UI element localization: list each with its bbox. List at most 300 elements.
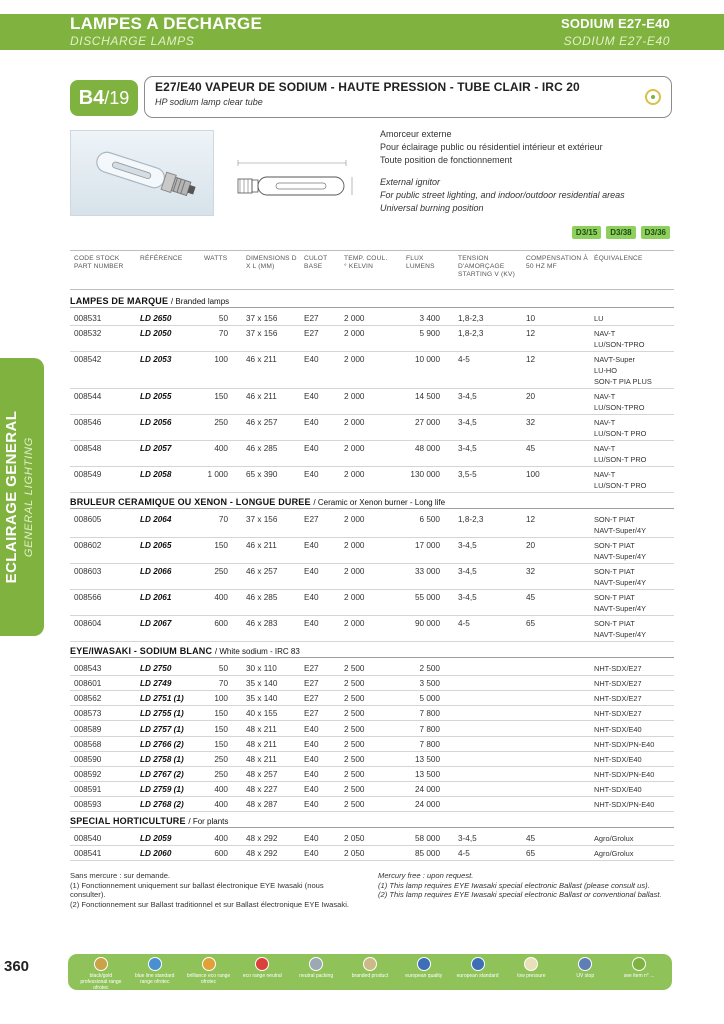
cell-lum: 3 500 <box>419 679 440 689</box>
group-title: SPECIAL HORTICULTURE <box>70 816 189 827</box>
cell-equivalence: NAV-T LU/SON-TPRO <box>594 329 645 350</box>
legend-bar <box>68 954 672 990</box>
section-title: E27/E40 VAPEUR DE SODIUM - HAUTE PRESSION - TUBE CLAIR - IRC 20 <box>155 80 580 94</box>
group-header <box>70 644 674 658</box>
cell-ref: LD 2061 <box>140 593 172 603</box>
cell-temp: 2 000 <box>344 418 365 428</box>
cell-watts: 600 <box>214 849 228 859</box>
cell-ref: LD 2066 <box>140 567 172 577</box>
brilliance-eco-range-icon <box>202 957 216 971</box>
cell-temp: 2 500 <box>344 769 365 779</box>
table-row[interactable] <box>70 767 674 782</box>
cell-temp: 2 050 <box>344 834 365 844</box>
cell-base: E40 <box>304 849 319 859</box>
group-subtitle: / Ceramic or Xenon burner - Long life <box>313 498 446 508</box>
table-row[interactable] <box>70 752 674 767</box>
footnote: Sans mercure : sur demande. <box>70 871 171 880</box>
footnote: (1) Fonctionnement uniquement sur ballast électronique EYE Iwasaki (nous consulter). <box>70 880 324 899</box>
cell-dim: 65 x 390 <box>246 470 278 480</box>
cell-lum: 27 000 <box>414 418 440 428</box>
footnote: Mercury free : upon request. <box>378 871 474 880</box>
column-header-base: CULOT BASE <box>304 255 328 270</box>
cell-ten: 1,8-2,3 <box>458 515 484 525</box>
cell-temp: 2 500 <box>344 679 365 689</box>
cell-comp: 10 <box>526 314 536 323</box>
cell-dim: 37 x 156 <box>246 329 278 339</box>
table-row[interactable] <box>70 706 674 721</box>
cell-dim: 48 x 257 <box>246 769 278 779</box>
table-row[interactable] <box>70 676 674 691</box>
cell-equivalence: NAV-T LU/SON-T PRO <box>594 470 647 491</box>
cell-watts: 1 000 <box>207 470 228 480</box>
cell-temp: 2 000 <box>344 329 365 339</box>
cell-ref: LD 2059 <box>140 834 172 844</box>
cell-dim: 48 x 211 <box>246 754 277 764</box>
cell-watts: 400 <box>214 800 228 809</box>
cell-watts: 250 <box>214 754 228 764</box>
cell-ten: 3-4,5 <box>458 834 477 844</box>
cell-equivalence: NHT-SDX/PN-E40 <box>594 800 655 809</box>
table-row[interactable] <box>70 326 674 352</box>
cell-dim: 48 x 211 <box>246 724 277 734</box>
cell-temp: 2 500 <box>344 739 365 749</box>
cell-base: E40 <box>304 769 319 779</box>
cell-lum: 48 000 <box>414 444 440 454</box>
legend-item <box>561 957 609 979</box>
cell-watts: 150 <box>214 724 228 734</box>
cell-ten: 3-4,5 <box>458 593 477 603</box>
cell-lum: 5 900 <box>419 329 440 339</box>
cell-ten: 3-4,5 <box>458 541 477 551</box>
cell-lum: 13 500 <box>414 754 440 764</box>
cell-lum: 24 000 <box>414 800 440 809</box>
cell-code: 008604 <box>74 619 102 629</box>
table-row[interactable] <box>70 722 674 737</box>
neutral-packing-icon <box>309 957 323 971</box>
footnote: (2) Fonctionnement sur Ballast traditionnel et sur Ballast électronique EYE Iwasaki. <box>70 899 349 909</box>
section-header <box>144 76 672 118</box>
cell-equivalence: NHT-SDX/E27 <box>594 709 642 719</box>
table-row[interactable] <box>70 467 674 493</box>
low-pressure-icon <box>524 957 538 971</box>
cell-watts: 250 <box>214 567 228 577</box>
legend-label: eco range neutral <box>242 973 282 979</box>
cell-watts: 150 <box>214 709 228 719</box>
cell-ref: LD 2056 <box>140 418 172 428</box>
cell-ref: LD 2768 (2) <box>140 800 184 809</box>
table-row[interactable] <box>70 737 674 752</box>
cell-equivalence: SON-T PIAT NAVT-Super/4Y <box>594 567 647 588</box>
lamp-dimension-drawing <box>226 155 366 215</box>
table-row[interactable] <box>70 661 674 676</box>
cell-equivalence: SON-T PIAT NAVT-Super/4Y <box>594 515 647 536</box>
cell-lum: 24 000 <box>414 784 440 794</box>
reference-badges <box>572 226 670 239</box>
cell-ref: LD 2759 (1) <box>140 784 184 794</box>
cell-equivalence: NHT-SDX/E27 <box>594 664 642 674</box>
table-row[interactable] <box>70 564 674 590</box>
table-row[interactable] <box>70 590 674 616</box>
cell-code: 008591 <box>74 784 102 794</box>
cell-base: E27 <box>304 709 319 719</box>
cell-ref: LD 2650 <box>140 314 172 323</box>
cell-watts: 150 <box>214 739 228 749</box>
footnotes-fr <box>70 871 360 909</box>
cell-watts: 70 <box>218 515 228 525</box>
cell-equivalence: LU <box>594 314 604 323</box>
cell-equivalence: SON-T PIAT NAVT-Super/4Y <box>594 619 647 640</box>
cell-lum: 17 000 <box>414 541 440 551</box>
cell-code: 008546 <box>74 418 102 428</box>
cell-code: 008562 <box>74 694 102 704</box>
cell-lum: 10 000 <box>414 355 440 365</box>
column-header-temperature: TEMP. COUL. ° KELVIN <box>344 255 388 270</box>
table-row[interactable] <box>70 538 674 564</box>
cell-base: E40 <box>304 784 319 794</box>
cell-temp: 2 000 <box>344 444 365 454</box>
cell-base: E40 <box>304 834 319 844</box>
cell-code: 008593 <box>74 800 102 809</box>
cell-comp: 20 <box>526 392 536 402</box>
table-row[interactable] <box>70 311 674 326</box>
group-header <box>70 814 674 828</box>
cell-ten: 1,8-2,3 <box>458 314 484 323</box>
bulb-target-icon <box>645 89 661 105</box>
column-header-starting-voltage: TENSION D'AMORÇAGE STARTING V (KV) <box>458 255 515 278</box>
european-standard-icon <box>471 957 485 971</box>
cell-base: E40 <box>304 418 319 428</box>
group-title: LAMPES DE MARQUE <box>70 296 171 306</box>
cell-base: E27 <box>304 679 319 689</box>
cell-base: E40 <box>304 392 319 402</box>
table-row[interactable] <box>70 616 674 642</box>
legend-item <box>238 957 286 979</box>
legend-label: european quality <box>405 973 443 979</box>
cell-code: 008541 <box>74 849 102 859</box>
cell-code: 008590 <box>74 754 102 764</box>
description-en-line: Universal burning position <box>380 203 484 213</box>
table-row[interactable] <box>70 512 674 538</box>
cell-base: E27 <box>304 694 319 704</box>
cell-lum: 90 000 <box>414 619 440 629</box>
cell-lum: 3 400 <box>419 314 440 323</box>
cell-dim: 48 x 292 <box>246 849 278 859</box>
cell-lum: 130 000 <box>410 470 440 480</box>
table-row[interactable] <box>70 441 674 467</box>
legend-item <box>292 957 340 979</box>
table-row[interactable] <box>70 782 674 797</box>
cell-equivalence: NHT-SDX/E40 <box>594 784 642 794</box>
cell-dim: 48 x 211 <box>246 739 277 749</box>
table-row[interactable] <box>70 691 674 706</box>
cell-equivalence: NHT-SDX/PN-E40 <box>594 739 655 749</box>
cell-ref: LD 2057 <box>140 444 172 454</box>
cell-temp: 2 000 <box>344 619 365 629</box>
cell-equivalence: NHT-SDX/E40 <box>594 724 642 734</box>
lamp-outline-icon <box>226 155 366 215</box>
legend-item <box>400 957 448 979</box>
cell-temp: 2 000 <box>344 470 365 480</box>
cell-comp: 65 <box>526 849 536 859</box>
column-header-lumens: FLUX LUMENS <box>406 255 435 270</box>
cell-comp: 32 <box>526 567 536 577</box>
column-header-watts: WATTS <box>204 255 228 262</box>
cell-dim: 48 x 292 <box>246 834 278 844</box>
cell-temp: 2 000 <box>344 314 365 323</box>
cell-dim: 46 x 211 <box>246 541 277 551</box>
cell-ten: 3-4,5 <box>458 444 477 454</box>
cell-watts: 600 <box>214 619 228 629</box>
column-header-compensation: COMPENSATION À 50 HZ ΜF <box>526 255 589 270</box>
cell-lum: 14 500 <box>414 392 440 402</box>
cell-ten: 4-5 <box>458 619 470 629</box>
see-item-icon <box>632 957 646 971</box>
cell-temp: 2 500 <box>344 754 365 764</box>
cell-code: 008543 <box>74 664 102 674</box>
group-title: BRULEUR CERAMIQUE OU XENON - LONGUE DUREE <box>70 497 314 508</box>
cell-equivalence: NAV-T LU/SON-T PRO <box>594 418 647 439</box>
table-row[interactable] <box>70 352 674 389</box>
legend-label: brilliance eco range ofrotec <box>186 973 231 985</box>
cell-ten: 3,5-5 <box>458 470 477 480</box>
cell-equivalence: NAV-T LU/SON-T PRO <box>594 444 647 465</box>
product-description <box>380 128 680 215</box>
table-row[interactable] <box>70 415 674 441</box>
cell-equivalence: NHT-SDX/E27 <box>594 694 642 704</box>
uv-stop-icon <box>578 957 592 971</box>
hp-sodium-lamp-photo <box>71 131 215 217</box>
cell-base: E40 <box>304 567 319 577</box>
reference-badge[interactable]: D3/15 <box>572 226 601 239</box>
cell-watts: 150 <box>214 541 228 551</box>
section-code-badge <box>70 80 138 116</box>
cell-ref: LD 2758 (1) <box>140 754 184 764</box>
cell-equivalence: NHT-SDX/PN-E40 <box>594 769 655 779</box>
table-row[interactable] <box>70 389 674 415</box>
reference-badge[interactable]: D3/36 <box>641 226 670 239</box>
cell-dim: 40 x 155 <box>246 709 278 719</box>
cell-ten: 4-5 <box>458 355 470 365</box>
cell-watts: 400 <box>214 593 228 603</box>
section-subtitle: HP sodium lamp clear tube <box>155 97 263 107</box>
cell-base: E27 <box>304 664 319 674</box>
cell-base: E40 <box>304 800 319 809</box>
cell-watts: 400 <box>214 444 228 454</box>
cell-temp: 2 500 <box>344 709 365 719</box>
cell-equivalence: Agro/Grolux <box>594 834 634 844</box>
header-title: LAMPES A DECHARGE <box>70 14 262 33</box>
section-code: B4 <box>78 87 105 109</box>
side-tab <box>0 358 44 636</box>
cell-ten: 3-4,5 <box>458 392 477 402</box>
black-gold-range-icon <box>94 957 108 971</box>
cell-code: 008540 <box>74 834 102 844</box>
cell-code: 008566 <box>74 593 102 603</box>
cell-equivalence: SON-T PIAT NAVT-Super/4Y <box>594 541 647 562</box>
cell-watts: 100 <box>214 694 228 704</box>
cell-code: 008568 <box>74 739 102 749</box>
header-category-title: SODIUM E27-E40 <box>560 16 670 31</box>
cell-comp: 65 <box>526 619 536 629</box>
cell-dim: 35 x 140 <box>246 679 278 689</box>
cell-dim: 46 x 257 <box>246 418 278 428</box>
header-right <box>561 14 670 48</box>
cell-temp: 2 000 <box>344 541 365 551</box>
cell-comp: 100 <box>526 470 540 480</box>
cell-base: E40 <box>304 444 319 454</box>
cell-temp: 2 500 <box>344 664 365 674</box>
cell-code: 008601 <box>74 679 102 689</box>
cell-code: 008532 <box>74 329 102 339</box>
legend-item <box>131 957 179 985</box>
cell-base: E40 <box>304 593 319 603</box>
page-number: 360 <box>4 958 30 975</box>
cell-ten: 3-4,5 <box>458 567 477 577</box>
legend-label: see item n° ... <box>623 973 655 979</box>
cell-ref: LD 2055 <box>140 392 172 402</box>
cell-watts: 400 <box>214 784 228 794</box>
cell-temp: 2 500 <box>344 800 365 809</box>
cell-ref: LD 2767 (2) <box>140 769 184 779</box>
header-left <box>70 14 262 48</box>
cell-code: 008549 <box>74 470 102 480</box>
legend-label: neutral packing <box>299 973 334 979</box>
column-header-dimensions: DIMENSIONS D X L (MM) <box>246 255 297 270</box>
table-row[interactable] <box>70 797 674 812</box>
product-photo <box>70 130 214 216</box>
cell-code: 008605 <box>74 515 102 525</box>
cell-equivalence: SON-T PIAT NAVT-Super/4Y <box>594 593 647 614</box>
cell-temp: 2 000 <box>344 567 365 577</box>
cell-dim: 46 x 285 <box>246 444 278 454</box>
cell-ten: 4-5 <box>458 849 470 859</box>
cell-dim: 48 x 227 <box>246 784 278 794</box>
cell-base: E40 <box>304 754 319 764</box>
cell-comp: 12 <box>526 329 536 339</box>
cell-code: 008542 <box>74 355 102 365</box>
cell-lum: 55 000 <box>414 593 440 603</box>
eco-range-neutral-icon <box>255 957 269 971</box>
cell-temp: 2 500 <box>344 694 365 704</box>
cell-temp: 2 500 <box>344 724 365 734</box>
header-category-subtitle: SODIUM E27-E40 <box>563 34 670 48</box>
page-header <box>0 0 724 56</box>
cell-comp: 45 <box>526 444 536 454</box>
cell-equivalence: NAVT-Super LU-HO SON-T PIA PLUS <box>594 355 652 387</box>
cell-ref: LD 2065 <box>140 541 172 551</box>
cell-equivalence: Agro/Grolux <box>594 849 634 859</box>
cell-dim: 48 x 287 <box>246 800 278 809</box>
legend-label: european standard <box>456 973 499 979</box>
column-header-code: CODE STOCK PART NUMBER <box>74 255 124 270</box>
cell-temp: 2 500 <box>344 784 365 794</box>
cell-dim: 46 x 257 <box>246 567 278 577</box>
cell-ref: LD 2067 <box>140 619 172 629</box>
cell-temp: 2 000 <box>344 593 365 603</box>
cell-watts: 70 <box>218 679 228 689</box>
cell-equivalence: NHT-SDX/E27 <box>594 679 642 689</box>
cell-base: E40 <box>304 619 319 629</box>
cell-code: 008531 <box>74 314 102 323</box>
cell-base: E27 <box>304 329 319 339</box>
cell-equivalence: NHT-SDX/E40 <box>594 754 642 764</box>
cell-lum: 5 000 <box>419 694 440 704</box>
cell-dim: 30 x 110 <box>246 664 277 674</box>
cell-comp: 45 <box>526 834 536 844</box>
reference-badge[interactable]: D3/38 <box>606 226 635 239</box>
description-fr-line: Amorceur externe <box>380 129 452 139</box>
cell-comp: 45 <box>526 593 536 603</box>
cell-temp: 2 000 <box>344 515 365 525</box>
cell-lum: 6 500 <box>419 515 440 525</box>
column-header-equivalence: ÉQUIVALENCE <box>594 255 643 262</box>
cell-ref: LD 2058 <box>140 470 172 480</box>
footnote: (2) This lamp requires EYE Iwasaki special electronic Ballast or conventional ballast. <box>378 890 662 899</box>
cell-lum: 7 800 <box>419 709 440 719</box>
cell-ref: LD 2064 <box>140 515 172 525</box>
cell-dim: 46 x 211 <box>246 355 277 365</box>
cell-watts: 100 <box>214 355 228 365</box>
header-subtitle: DISCHARGE LAMPS <box>70 34 195 48</box>
group-subtitle: / White sodium - IRC 83 <box>214 647 300 657</box>
group-title: EYE/IWASAKI - SODIUM BLANC <box>70 646 215 657</box>
cell-base: E27 <box>304 515 319 525</box>
cell-code: 008544 <box>74 392 102 402</box>
cell-ref: LD 2757 (1) <box>140 724 184 734</box>
cell-base: E40 <box>304 541 319 551</box>
blue-line-range-icon <box>148 957 162 971</box>
legend-label: black/gold professional range ofrotec <box>80 973 122 991</box>
cell-watts: 70 <box>218 329 228 339</box>
cell-code: 008573 <box>74 709 102 719</box>
cell-code: 008603 <box>74 567 102 577</box>
cell-comp: 20 <box>526 541 536 551</box>
cell-watts: 50 <box>218 314 228 323</box>
side-tab-subtitle: GENERAL LIGHTING <box>23 436 35 558</box>
cell-base: E27 <box>304 314 319 323</box>
cell-equivalence: NAV-T LU/SON-TPRO <box>594 392 645 413</box>
footnotes-en <box>378 871 678 900</box>
cell-comp: 32 <box>526 418 536 428</box>
side-tab-title: ECLAIRAGE GENERAL <box>3 410 20 584</box>
cell-ref: LD 2060 <box>140 849 172 859</box>
legend-item <box>77 957 125 991</box>
cell-base: E40 <box>304 355 319 365</box>
cell-ref: LD 2766 (2) <box>140 739 184 749</box>
cell-dim: 46 x 211 <box>246 392 277 402</box>
cell-ref: LD 2751 (1) <box>140 694 184 704</box>
cell-watts: 250 <box>214 418 228 428</box>
group-subtitle: / Branded lamps <box>170 297 230 306</box>
legend-label: blue line standard range ofrotec <box>134 973 175 985</box>
table-row[interactable] <box>70 846 674 861</box>
legend-item <box>185 957 233 985</box>
group-header <box>70 294 674 308</box>
cell-dim: 46 x 285 <box>246 593 278 603</box>
cell-lum: 85 000 <box>414 849 440 859</box>
legend-label: low pressure <box>517 973 546 979</box>
cell-ref: LD 2053 <box>140 355 172 365</box>
cell-base: E40 <box>304 724 319 734</box>
cell-dim: 35 x 140 <box>246 694 278 704</box>
footnote: (1) This lamp requires EYE Iwasaki special electronic Ballast (please consult us). <box>378 880 650 890</box>
cell-ref: LD 2750 <box>140 664 172 674</box>
legend-item <box>615 957 663 979</box>
table-row[interactable] <box>70 831 674 846</box>
cell-dim: 37 x 156 <box>246 515 278 525</box>
group-subtitle: / For plants <box>188 817 229 827</box>
cell-base: E40 <box>304 470 319 480</box>
